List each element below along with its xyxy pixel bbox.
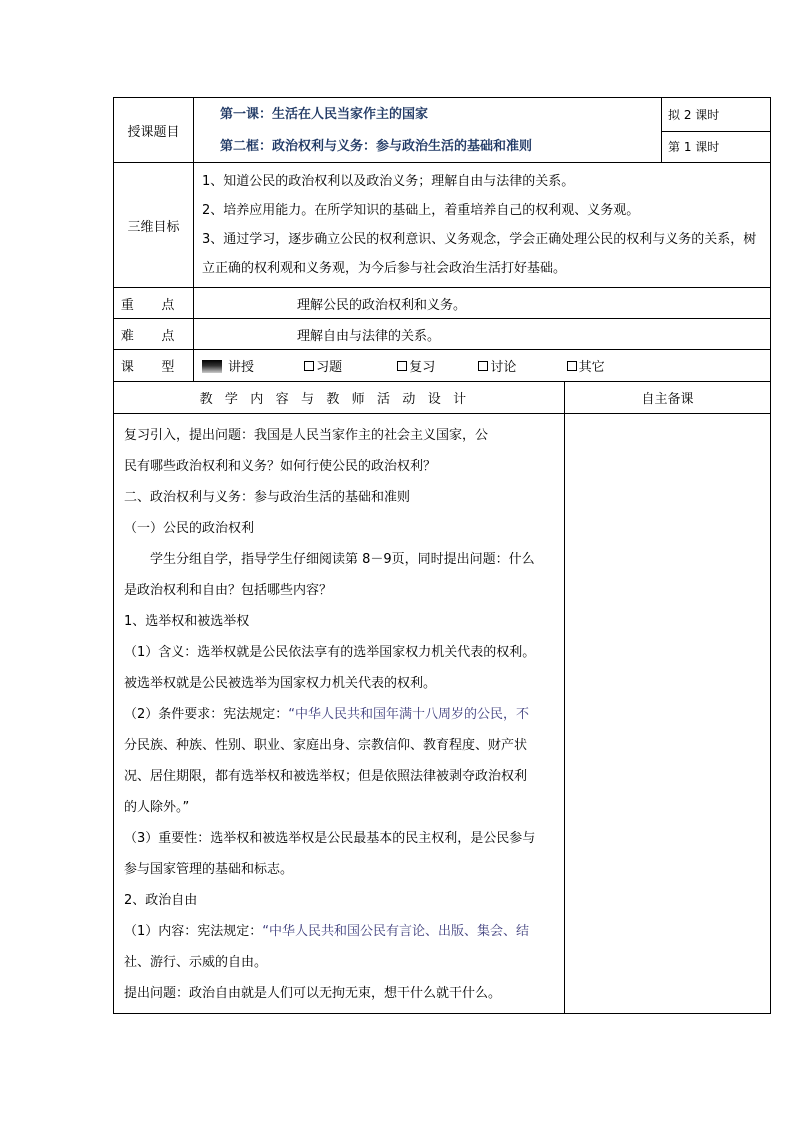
checkbox-icon: [567, 361, 577, 371]
content-paragraph: 的人除外。”: [124, 800, 190, 815]
lesson-title-cell: [194, 98, 662, 163]
lesson-type-label: 课 型: [114, 350, 194, 382]
lesson-plan-table: [113, 97, 771, 1014]
difficulty-text: 理解自由与法律的关系。: [194, 319, 771, 350]
content-paragraph: 况、居住期限，都有选举权和被选举权；但是依照法律被剥夺政治权利: [124, 769, 528, 784]
content-paragraph: 社、游行、示威的自由。: [124, 955, 268, 970]
lesson-type-option[interactable]: 其它: [567, 356, 605, 375]
lesson-type-option[interactable]: 习题: [304, 356, 393, 375]
lesson-title-line2: 第二框：政治权利与义务：参与政治生活的基础和准则: [220, 139, 533, 154]
goals-cell: [194, 163, 771, 288]
main-column-header: 教学内容与教师活动设计: [114, 382, 565, 414]
difficulty-label: 难 点: [114, 319, 194, 350]
content-paragraph: 二、政治权利与义务：参与政治生活的基础和准则: [124, 490, 411, 505]
content-paragraph: （3）重要性：选举权和被选举权是公民最基本的民主权利，是公民参与: [124, 831, 536, 846]
content-paragraph: 2、政治自由: [124, 893, 198, 908]
content-paragraph: 提出问题：政治自由就是人们可以无拘无束，想干什么就干什么。: [124, 986, 502, 1001]
checkbox-icon: [397, 361, 407, 371]
checkbox-icon: [478, 361, 488, 371]
key-point-label: 重 点: [114, 288, 194, 319]
self-prep-cell[interactable]: [565, 414, 771, 1014]
content-paragraph: （2）条件要求：宪法规定：“中华人民共和国年满十八周岁的公民，不: [124, 707, 530, 722]
key-point-text: 理解公民的政治权利和义务。: [194, 288, 771, 319]
goals-label: 三维目标: [114, 163, 194, 288]
planned-hours: 拟 2 课时: [662, 98, 771, 132]
content-paragraph: 分民族、种族、性别、职业、家庭出身、宗教信仰、教育程度、财产状: [124, 738, 528, 753]
content-paragraph: （1）含义：选举权就是公民依法享有的选举国家权力机关代表的权利。: [124, 645, 536, 660]
goal-item: 2、培养应用能力。在所学知识的基础上，着重培养自己的权利观、义务观。: [202, 203, 640, 218]
content-paragraph: 复习引入，提出问题：我国是人民当家作主的社会主义国家，公: [124, 428, 489, 443]
goal-item: 3、通过学习，逐步确立公民的权利意识、义务观念，学会正确处理公民的权利与义务的关系，树立正确的权利观和义务观，为今后参与社会政治生活打好基础。: [202, 232, 757, 276]
lesson-type-options: [194, 350, 771, 382]
content-paragraph: 被选举权就是公民被选举为国家权力机关代表的权利。: [124, 676, 437, 691]
lesson-type-option-selected[interactable]: 讲授: [202, 356, 300, 375]
side-column-header: 自主备课: [565, 382, 771, 414]
teaching-content-cell: [114, 414, 565, 1014]
topic-label: 授课题目: [114, 98, 194, 163]
content-paragraph: 民有哪些政治权利和义务？如何行使公民的政治权利？: [124, 459, 437, 474]
content-paragraph: （1）内容：宪法规定：“中华人民共和国公民有言论、出版、集会、结: [124, 924, 530, 939]
content-paragraph: 1、选举权和被选举权: [124, 614, 250, 629]
current-hour: 第 1 课时: [662, 131, 771, 162]
content-paragraph: 参与国家管理的基础和标志。: [124, 862, 294, 877]
checked-box-icon: [202, 360, 222, 373]
lesson-type-option[interactable]: 讨论: [478, 356, 562, 375]
lesson-title-line1: 第一课：生活在人民当家作主的国家: [220, 107, 429, 122]
goal-item: 1、知道公民的政治权利以及政治义务；理解自由与法律的关系。: [202, 174, 575, 189]
content-paragraph: （一）公民的政治权利: [124, 521, 255, 536]
content-paragraph: 学生分组自学，指导学生仔细阅读第 8－9页，同时提出问题：什么: [150, 552, 535, 567]
content-paragraph: 是政治权利和自由？包括哪些内容？: [124, 583, 333, 598]
checkbox-icon: [304, 361, 314, 371]
lesson-type-option[interactable]: 复习: [397, 356, 474, 375]
